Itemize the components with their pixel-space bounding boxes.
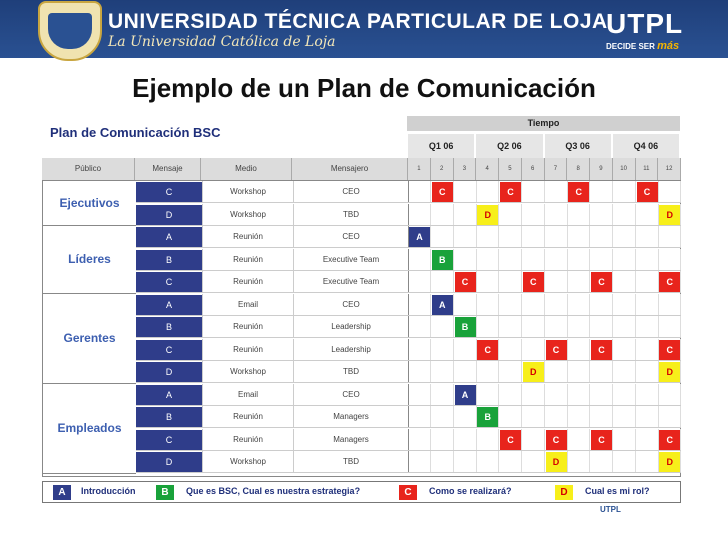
message-code: B — [136, 317, 202, 337]
month-cell — [568, 406, 590, 428]
column-header-mensaje: Mensaje — [135, 158, 201, 180]
university-name: UNIVERSIDAD TÉCNICA PARTICULAR DE LOJA — [108, 10, 608, 33]
legend-swatch: A — [53, 485, 71, 500]
schedule-mark: C — [659, 430, 680, 450]
month-cell — [546, 316, 568, 338]
message-code: C — [136, 340, 202, 360]
message-code: B — [136, 250, 202, 270]
month-cell — [568, 316, 590, 338]
month-cell — [523, 294, 545, 316]
university-crest-icon — [38, 1, 102, 61]
month-cell — [637, 361, 659, 383]
month-cell — [500, 249, 522, 271]
message-code: C — [136, 430, 202, 450]
medio-cell: Reunión — [202, 339, 293, 361]
month-cell — [523, 429, 545, 451]
legend-text: Como se realizará? — [429, 486, 512, 496]
medio-cell: Reunión — [202, 406, 293, 428]
month-cell — [523, 384, 545, 406]
month-cell — [523, 406, 545, 428]
month-cell — [546, 271, 568, 293]
month-cell — [432, 316, 454, 338]
group-label: Gerentes — [43, 294, 136, 384]
schedule-mark: D — [659, 205, 680, 225]
month-cell — [568, 451, 590, 473]
month-cell — [546, 226, 568, 248]
month-cell — [500, 361, 522, 383]
table-row — [136, 361, 681, 383]
schedule-mark: D — [477, 205, 498, 225]
month-cell — [568, 249, 590, 271]
month-cell — [659, 181, 681, 203]
month-cell — [409, 339, 431, 361]
month-header: 12 — [658, 158, 681, 180]
month-cell — [659, 226, 681, 248]
schedule-mark: C — [500, 182, 521, 202]
month-cell — [591, 361, 613, 383]
month-cell — [409, 406, 431, 428]
schedule-mark: D — [659, 362, 680, 382]
month-cell — [659, 294, 681, 316]
medio-cell: Workshop — [202, 181, 293, 203]
schedule-mark: B — [432, 250, 453, 270]
page-title: Ejemplo de un Plan de Comunicación — [132, 73, 596, 103]
month-cell — [659, 316, 681, 338]
month-cell — [409, 384, 431, 406]
month-cell — [614, 429, 636, 451]
quarter-header: Q4 06 — [613, 134, 679, 158]
message-code: D — [136, 452, 202, 472]
slogan: DECIDE SER más — [606, 40, 680, 52]
month-cell — [591, 294, 613, 316]
table-row — [136, 339, 681, 361]
mensajero-cell: Managers — [293, 429, 409, 451]
month-cell — [637, 294, 659, 316]
table-row — [136, 249, 681, 271]
communication-plan-table — [42, 180, 681, 477]
month-cell — [455, 339, 477, 361]
month-cell — [523, 339, 545, 361]
mensajero-cell: CEO — [293, 384, 409, 406]
medio-cell: Reunión — [202, 316, 293, 338]
schedule-mark: D — [546, 452, 567, 472]
month-cell — [409, 361, 431, 383]
month-cell — [568, 271, 590, 293]
month-cell — [614, 316, 636, 338]
table-row — [136, 294, 681, 316]
mensajero-cell: Executive Team — [293, 271, 409, 293]
month-cell — [614, 361, 636, 383]
month-cell — [568, 384, 590, 406]
month-cell — [432, 429, 454, 451]
month-cell — [637, 316, 659, 338]
month-cell — [455, 249, 477, 271]
month-cell — [637, 226, 659, 248]
month-cell — [500, 406, 522, 428]
group-label: Líderes — [43, 226, 136, 294]
footer-logo: UTPL — [600, 505, 621, 514]
month-cell — [500, 384, 522, 406]
month-cell — [637, 249, 659, 271]
plan-title: Plan de Comunicación BSC — [50, 125, 221, 140]
schedule-mark: D — [523, 362, 544, 382]
month-cell — [477, 271, 499, 293]
message-code: D — [136, 362, 202, 382]
month-header: 6 — [522, 158, 545, 180]
month-cell — [432, 361, 454, 383]
schedule-mark: D — [659, 452, 680, 472]
month-cell — [409, 316, 431, 338]
month-header: 11 — [636, 158, 659, 180]
month-cell — [477, 316, 499, 338]
month-cell — [523, 226, 545, 248]
month-cell — [432, 451, 454, 473]
medio-cell: Reunión — [202, 226, 293, 248]
month-cell — [546, 384, 568, 406]
month-cell — [614, 271, 636, 293]
mensajero-cell: Managers — [293, 406, 409, 428]
schedule-mark: B — [455, 317, 476, 337]
table-row — [136, 181, 681, 203]
month-cell — [500, 226, 522, 248]
month-cell — [455, 451, 477, 473]
group-label: Ejecutivos — [43, 181, 136, 226]
schedule-mark: C — [546, 430, 567, 450]
month-cell — [591, 451, 613, 473]
month-cell — [455, 361, 477, 383]
month-cell — [591, 226, 613, 248]
table-row — [136, 226, 681, 248]
month-cell — [409, 451, 431, 473]
medio-cell: Email — [202, 294, 293, 316]
month-cell — [523, 451, 545, 473]
month-cell — [637, 406, 659, 428]
month-cell — [614, 406, 636, 428]
month-cell — [546, 204, 568, 226]
message-code: C — [136, 272, 202, 292]
month-header: 5 — [499, 158, 522, 180]
month-header: 1 — [408, 158, 431, 180]
month-cell — [455, 226, 477, 248]
message-code: C — [136, 182, 202, 202]
schedule-mark: C — [523, 272, 544, 292]
mensajero-cell: Executive Team — [293, 249, 409, 271]
month-cell — [455, 429, 477, 451]
month-cell — [546, 294, 568, 316]
quarter-header: Q2 06 — [476, 134, 542, 158]
month-cell — [477, 181, 499, 203]
column-header-publico: Público — [42, 158, 135, 180]
month-cell — [659, 249, 681, 271]
medio-cell: Reunión — [202, 271, 293, 293]
month-cell — [409, 294, 431, 316]
month-cell — [477, 249, 499, 271]
month-cell — [546, 361, 568, 383]
month-cell — [591, 316, 613, 338]
month-header: 10 — [613, 158, 636, 180]
month-cell — [614, 249, 636, 271]
month-cell — [500, 316, 522, 338]
month-cell — [523, 316, 545, 338]
university-subtitle: La Universidad Católica de Loja — [108, 34, 336, 50]
month-cell — [568, 429, 590, 451]
mensajero-cell: TBD — [293, 451, 409, 473]
month-cell — [591, 181, 613, 203]
message-code: A — [136, 385, 202, 405]
month-cell — [591, 204, 613, 226]
month-cell — [409, 429, 431, 451]
table-row — [136, 316, 681, 338]
month-cell — [409, 204, 431, 226]
medio-cell: Workshop — [202, 204, 293, 226]
schedule-mark: A — [432, 295, 453, 315]
medio-cell: Reunión — [202, 249, 293, 271]
month-cell — [637, 384, 659, 406]
quarter-header: Q3 06 — [545, 134, 611, 158]
month-cell — [546, 406, 568, 428]
month-cell — [477, 361, 499, 383]
schedule-mark: C — [500, 430, 521, 450]
legend-swatch: C — [399, 485, 417, 500]
month-cell — [523, 249, 545, 271]
month-cell — [432, 339, 454, 361]
mensajero-cell: TBD — [293, 361, 409, 383]
month-header: 4 — [476, 158, 499, 180]
month-cell — [523, 204, 545, 226]
legend-text: Introducción — [81, 486, 136, 496]
month-cell — [432, 204, 454, 226]
month-cell — [477, 226, 499, 248]
medio-cell: Workshop — [202, 361, 293, 383]
month-cell — [568, 361, 590, 383]
month-cell — [637, 204, 659, 226]
month-cell — [455, 181, 477, 203]
quarter-header: Q1 06 — [408, 134, 474, 158]
month-cell — [568, 226, 590, 248]
row-divider — [136, 472, 681, 473]
month-cell — [637, 429, 659, 451]
schedule-mark: C — [591, 272, 612, 292]
medio-cell: Reunión — [202, 429, 293, 451]
medio-cell: Email — [202, 384, 293, 406]
table-row — [136, 271, 681, 293]
schedule-mark: A — [409, 227, 430, 247]
month-cell — [409, 181, 431, 203]
month-cell — [568, 339, 590, 361]
month-cell — [614, 451, 636, 473]
schedule-mark: C — [659, 272, 680, 292]
message-code: A — [136, 227, 202, 247]
schedule-mark: C — [659, 340, 680, 360]
mensajero-cell: Leadership — [293, 316, 409, 338]
month-cell — [614, 294, 636, 316]
month-cell — [477, 429, 499, 451]
mensajero-cell: TBD — [293, 204, 409, 226]
message-code: A — [136, 295, 202, 315]
utpl-logo: UTPL — [606, 8, 684, 39]
message-code: D — [136, 205, 202, 225]
month-header: 8 — [567, 158, 590, 180]
schedule-mark: C — [432, 182, 453, 202]
column-header-mensajero: Mensajero — [292, 158, 408, 180]
month-cell — [455, 406, 477, 428]
month-cell — [432, 226, 454, 248]
schedule-mark: C — [455, 272, 476, 292]
mensajero-cell: CEO — [293, 181, 409, 203]
month-cell — [500, 271, 522, 293]
month-cell — [409, 271, 431, 293]
schedule-mark: C — [568, 182, 589, 202]
month-cell — [637, 451, 659, 473]
month-cell — [637, 271, 659, 293]
header-banner — [0, 0, 728, 58]
mensajero-cell: CEO — [293, 294, 409, 316]
schedule-mark: C — [637, 182, 658, 202]
month-cell — [500, 294, 522, 316]
column-header-medio: Medio — [201, 158, 292, 180]
legend-swatch: B — [156, 485, 174, 500]
month-cell — [432, 271, 454, 293]
month-cell — [659, 406, 681, 428]
table-row — [136, 406, 681, 428]
group-label: Empleados — [43, 384, 136, 474]
month-header: 2 — [431, 158, 454, 180]
schedule-mark: C — [477, 340, 498, 360]
month-cell — [614, 384, 636, 406]
mensajero-cell: Leadership — [293, 339, 409, 361]
month-cell — [637, 339, 659, 361]
table-row — [136, 204, 681, 226]
legend — [42, 481, 681, 503]
month-cell — [591, 249, 613, 271]
month-cell — [477, 451, 499, 473]
month-header: 7 — [545, 158, 568, 180]
schedule-mark: B — [477, 407, 498, 427]
month-cell — [409, 249, 431, 271]
month-cell — [614, 226, 636, 248]
table-row — [136, 429, 681, 451]
mensajero-cell: CEO — [293, 226, 409, 248]
legend-text: Cual es mi rol? — [585, 486, 650, 496]
schedule-mark: A — [455, 385, 476, 405]
month-cell — [432, 406, 454, 428]
month-cell — [523, 181, 545, 203]
table-row — [136, 451, 681, 473]
month-cell — [568, 204, 590, 226]
month-cell — [546, 181, 568, 203]
month-cell — [477, 294, 499, 316]
month-cell — [568, 294, 590, 316]
schedule-mark: C — [546, 340, 567, 360]
month-cell — [477, 384, 499, 406]
medio-cell: Workshop — [202, 451, 293, 473]
month-header: 9 — [590, 158, 613, 180]
schedule-mark: C — [591, 430, 612, 450]
month-cell — [659, 384, 681, 406]
month-cell — [591, 406, 613, 428]
legend-swatch: D — [555, 485, 573, 500]
month-cell — [591, 384, 613, 406]
month-cell — [500, 451, 522, 473]
month-cell — [614, 181, 636, 203]
month-cell — [546, 249, 568, 271]
table-row — [136, 384, 681, 406]
message-code: B — [136, 407, 202, 427]
month-cell — [432, 384, 454, 406]
tiempo-header: Tiempo — [407, 116, 680, 131]
month-cell — [455, 204, 477, 226]
month-header: 3 — [454, 158, 477, 180]
month-cell — [455, 294, 477, 316]
month-cell — [614, 339, 636, 361]
month-cell — [614, 204, 636, 226]
schedule-mark: C — [591, 340, 612, 360]
month-cell — [500, 339, 522, 361]
legend-text: Que es BSC, Cual es nuestra estrategia? — [186, 486, 361, 496]
month-cell — [500, 204, 522, 226]
